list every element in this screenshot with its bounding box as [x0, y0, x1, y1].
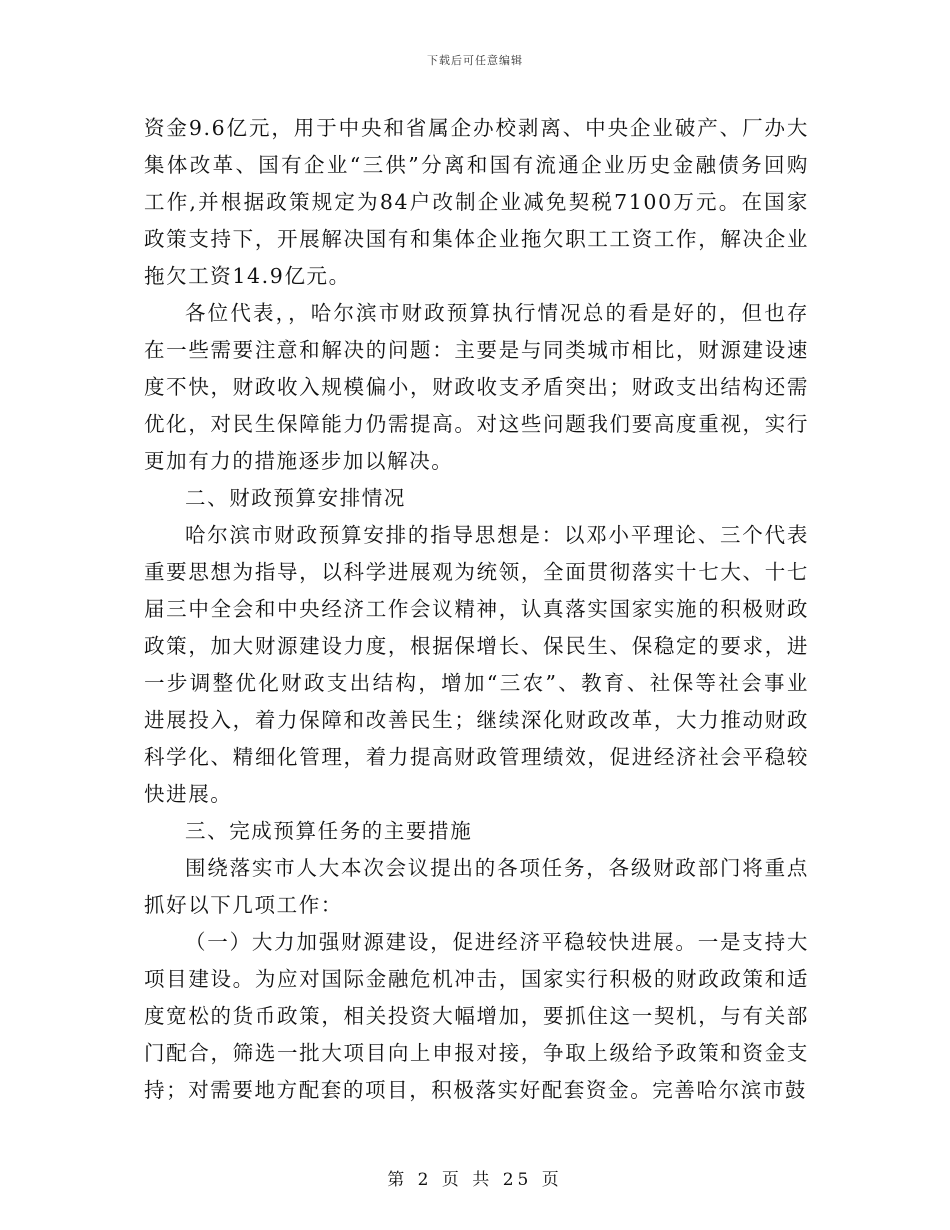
- paragraph-funds-continuation: 资金9.6亿元，用于中央和省属企办校剥离、中央企业破产、厂办大集体改革、国有企业“三供”分离和国有流通企业历史金融债务回购工作,并根据政策规定为84户改制企业减免契税7100万元。在国家政策支持下，开展解决国有和集体企业拖欠职工工资工作，解决企业拖欠工资14.9亿元。: [144, 116, 809, 288]
- page-number-footer: 第 2 页 共 25 页: [387, 1170, 563, 1190]
- document-body: [144, 110, 809, 1109]
- paragraph-guiding-ideology: 哈尔滨市财政预算安排的指导思想是：以邓小平理论、三个代表重要思想为指导，以科学进展观为统领，全面贯彻落实十七大、十七届三中全会和中央经济工作会议精神，认真落实国家实施的积极财政政策，加大财源建设力度，根据保增长、保民生、保稳定的要求，进一步调整优化财政支出结构，增加“三农”、教育、社保等社会事业进展投入，着力保障和改善民生；继续深化财政改革，大力推动财政科学化、精细化管理，着力提高财政管理绩效，促进经济社会平稳较快进展。: [144, 523, 809, 806]
- paragraph-revenue-source-construction: （一）大力加强财源建设，促进经济平稳较快进展。一是支持大项目建设。为应对国际金融危机冲击，国家实行积极的财政政策和适度宽松的货币政策，相关投资大幅增加，要抓住这一契机，与有关部门配合，筛选一批大项目向上申报对接，争取上级给予政策和资金支持；对需要地方配套的项目，积极落实好配套资金。完善哈尔滨市鼓: [144, 930, 809, 1102]
- section-heading-budget-arrangement: 二、财政预算安排情况: [185, 486, 406, 510]
- paragraph-key-work-intro: 围绕落实市人大本次会议提出的各项任务，各级财政部门将重点抓好以下几项工作：: [144, 856, 809, 917]
- section-heading-main-measures: 三、完成预算任务的主要措施: [185, 819, 473, 843]
- page-header-note: 下载后可任意编辑: [427, 54, 523, 67]
- paragraph-problems: 各位代表，，哈尔滨市财政预算执行情况总的看是好的，但也存在一些需要注意和解决的问题：主要是与同类城市相比，财源建设速度不快，财政收入规模偏小，财政收支矛盾突出；财政支出结构还需优化，对民生保障能力仍需提高。对这些问题我们要高度重视，实行更加有力的措施逐步加以解决。: [144, 301, 809, 473]
